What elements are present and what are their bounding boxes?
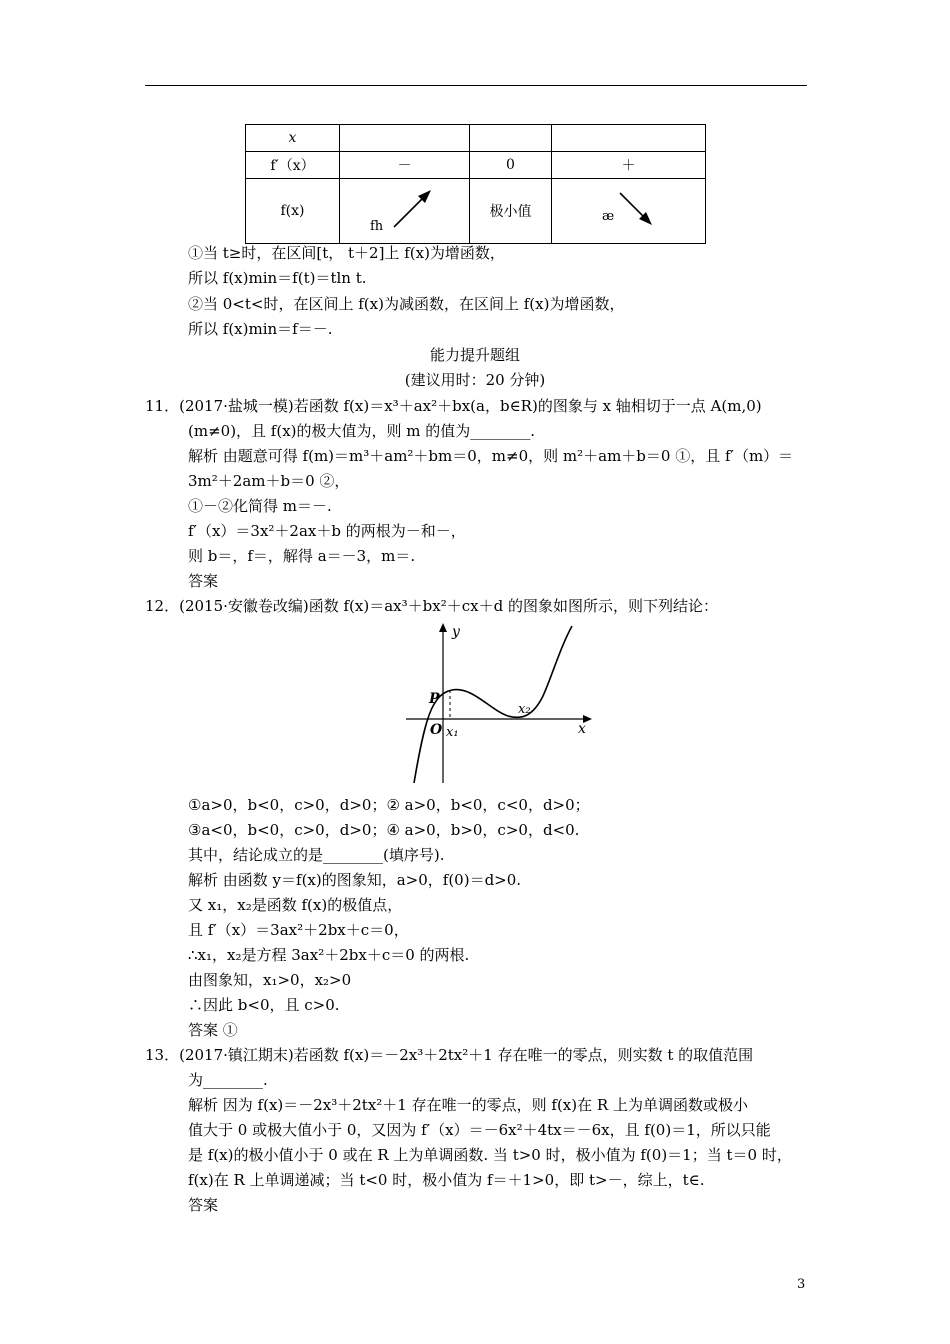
text-line: ②当 0<t<时，在区间上 f(x)为减函数，在区间上 f(x)为增函数，	[188, 295, 625, 313]
table-cell	[470, 125, 552, 152]
text-line: ①－②化简得 m＝－.	[188, 497, 332, 515]
question-12: 12．(2015·安徽卷改编)函数 f(x)＝ax³＋bx²＋cx＋d 的图象如图所示，则下列结论：	[145, 597, 718, 615]
text-line: ①当 t≥时，在区间[t， t＋2]上 f(x)为增函数，	[188, 244, 505, 262]
text-line: 由图象知，x₁>0，x₂>0	[188, 971, 352, 989]
text-line: 所以 f(x)min＝f＝－.	[188, 320, 333, 338]
text-line: f(x)在 R 上单调递减；当 t<0 时，极小值为 f＝＋1>0，即 t>－，综上，t∈.	[188, 1171, 705, 1189]
page-number: 3	[797, 1277, 806, 1292]
question-11: 11．(2017·盐城一模)若函数 f(x)＝x³＋ax²＋bx(a，b∈R)的图象与 x 轴相切于一点 A(m,0)	[145, 397, 762, 415]
text-line: 解析 由题意可得 f(m)＝m³＋am²＋bm＝0，m≠0，则 m²＋am＋b＝0 ①，且 f′（m）＝	[188, 447, 794, 465]
text-line: f′（x）＝3x²＋2ax＋b 的两根为－和－，	[188, 522, 466, 540]
section-title: 能力提升题组	[429, 346, 520, 364]
table-cell: x	[246, 125, 340, 152]
text-line: 3m²＋2am＋b＝0 ②，	[188, 472, 350, 490]
text-line: 解析 因为 f(x)＝－2x³＋2tx²＋1 存在唯一的零点，则 f(x)在 R 上为单调函数或极小	[188, 1096, 748, 1114]
text-line: ③a<0，b<0，c>0，d>0；④ a>0，b>0，c>0，d<0.	[188, 821, 580, 839]
table-cell: ＋	[552, 152, 706, 179]
section-subtitle: (建议用时：20 分钟)	[404, 371, 546, 389]
table-cell: f(x)	[246, 179, 340, 244]
text-line: 则 b＝，f＝，解得 a＝－3，m＝.	[188, 547, 416, 565]
text-line: 且 f′（x）＝3ax²＋2bx＋c＝0，	[188, 921, 409, 939]
text-line: 是 f(x)的极小值小于 0 或在 R 上为单调函数. 当 t>0 时，极小值为 f(0)＝1；当 t＝0 时，	[188, 1146, 792, 1164]
table-row	[246, 152, 706, 179]
table-row	[246, 125, 706, 152]
text-line: 所以 f(x)min＝f(t)＝tln t.	[188, 269, 367, 287]
answer-label: 答案	[188, 1196, 219, 1214]
origin-label: O	[430, 722, 443, 738]
x2-label: x₂	[518, 702, 531, 717]
table-cell: 0	[470, 152, 552, 179]
answer-label: 答案	[188, 572, 219, 590]
x1-label: x₁	[446, 725, 459, 740]
question-13: 13．(2017·镇江期末)若函数 f(x)＝－2x³＋2tx²＋1 存在唯一的零点，则实数 t 的取值范围	[145, 1046, 754, 1064]
table-cell	[552, 125, 706, 152]
decreasing-cell	[552, 179, 706, 244]
monotonicity-table	[245, 124, 706, 244]
point-p-label: P	[429, 691, 440, 707]
text-line: (m≠0)，且 f(x)的极大值为，则 m 的值为________.	[188, 422, 536, 440]
text-line: 解析 由函数 y＝f(x)的图象知，a>0，f(0)＝d>0.	[188, 871, 522, 889]
increasing-cell	[340, 179, 470, 244]
y-axis-label: y	[452, 624, 460, 640]
text-line: 其中，结论成立的是________(填序号).	[188, 846, 445, 864]
table-cell: －	[340, 152, 470, 179]
table-cell: 极小值	[470, 179, 552, 244]
arrow-up-glyph: fh	[370, 219, 384, 234]
arrow-down-glyph: æ	[602, 209, 615, 224]
text-line: ∴x₁，x₂是方程 3ax²＋2bx＋c＝0 的两根.	[188, 946, 470, 964]
text-line: ∴因此 b<0，且 c>0.	[188, 996, 340, 1014]
text-line: 为________.	[188, 1071, 268, 1089]
table-cell: f′（x）	[246, 152, 340, 179]
cubic-function-graph	[400, 618, 600, 788]
table-row	[246, 179, 706, 244]
table-cell	[340, 125, 470, 152]
header-rule	[145, 85, 807, 86]
arrow-down-right-icon	[616, 189, 656, 229]
text-line: 又 x₁，x₂是函数 f(x)的极值点，	[188, 896, 403, 914]
text-line: 值大于 0 或极大值小于 0，又因为 f′（x）＝－6x²＋4tx＝－6x，且 f(0)＝1，所以只能	[188, 1121, 771, 1139]
arrow-up-right-icon	[390, 187, 435, 232]
x-axis-label: x	[578, 721, 586, 737]
text-line: ①a>0，b<0，c>0，d>0；② a>0，b<0，c<0，d>0；	[188, 796, 590, 814]
answer-line: 答案 ①	[188, 1021, 238, 1039]
